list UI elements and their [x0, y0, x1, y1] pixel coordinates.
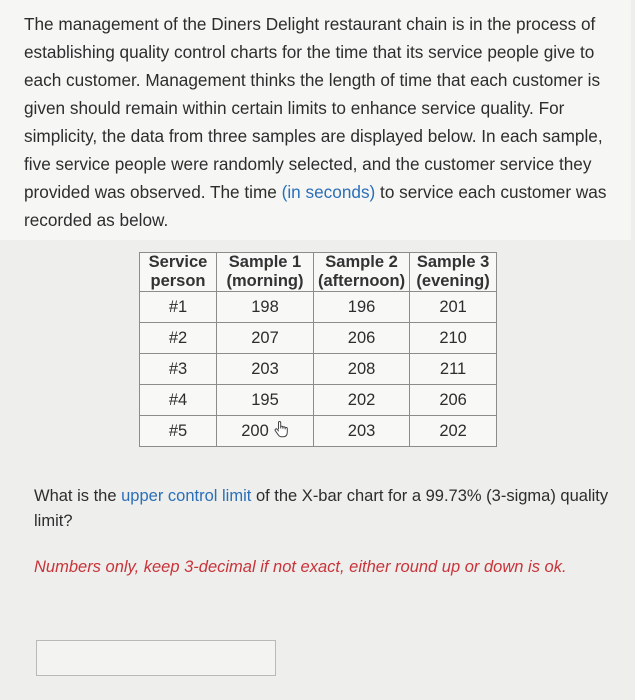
answer-input[interactable]: [36, 640, 276, 676]
table-cell: 196: [314, 292, 410, 323]
table-cell: 195: [217, 385, 314, 416]
hand-pointer-icon: [273, 420, 289, 443]
ucl-highlight: upper control limit: [121, 487, 252, 505]
table-cell: 210: [410, 323, 497, 354]
table-cell: 202: [410, 416, 497, 447]
table-row: [140, 323, 497, 354]
answer-instruction: Numbers only, keep 3-decimal if not exact, either round up or down is ok.: [34, 558, 567, 576]
table-cell: #2: [140, 323, 217, 354]
table-row: [140, 385, 497, 416]
column-header: Sample 3 (evening): [410, 253, 497, 292]
table-cell: 203: [314, 416, 410, 447]
column-header: Service person: [140, 253, 217, 292]
problem-panel: [0, 0, 631, 240]
table-row: [140, 416, 497, 447]
table-cell: #5: [140, 416, 217, 447]
table-cell: 201: [410, 292, 497, 323]
table-cell: 208: [314, 354, 410, 385]
units-highlight: (in seconds): [281, 182, 376, 202]
table-cell: #1: [140, 292, 217, 323]
table-row: [140, 354, 497, 385]
table-cell: 203: [217, 354, 314, 385]
table-cell: 202: [314, 385, 410, 416]
intro-text: The management of the Diners Delight restaurant chain is in the process of establishing quality control charts for the time that its service people give to each customer. Management thinks the length of time that each customer is given should remain within certain limits to enhance service quality. For simplicity, the data from three samples are displayed below. In each sample, five service people were randomly selected, and the customer service they provided was observed. The time: [24, 14, 603, 202]
intro-text-end: to service each customer was recorded as below.: [24, 182, 607, 230]
table-row: [140, 292, 497, 323]
table-cell: 198: [217, 292, 314, 323]
table-header-row: [140, 253, 497, 292]
table-cell: #3: [140, 354, 217, 385]
problem-statement: [24, 10, 624, 234]
service-time-table: [139, 252, 497, 447]
table-cell: 206: [314, 323, 410, 354]
question-text: What is the upper control limit of the X-bar chart for a 99.73% (3-sigma) quality limit?: [34, 487, 609, 530]
table-cell: #4: [140, 385, 217, 416]
table-cell: 200: [217, 416, 314, 447]
column-header: Sample 2 (afternoon): [314, 253, 410, 292]
table-cell: 211: [410, 354, 497, 385]
table-cell: 207: [217, 323, 314, 354]
column-header: Sample 1 (morning): [217, 253, 314, 292]
table-cell: 206: [410, 385, 497, 416]
